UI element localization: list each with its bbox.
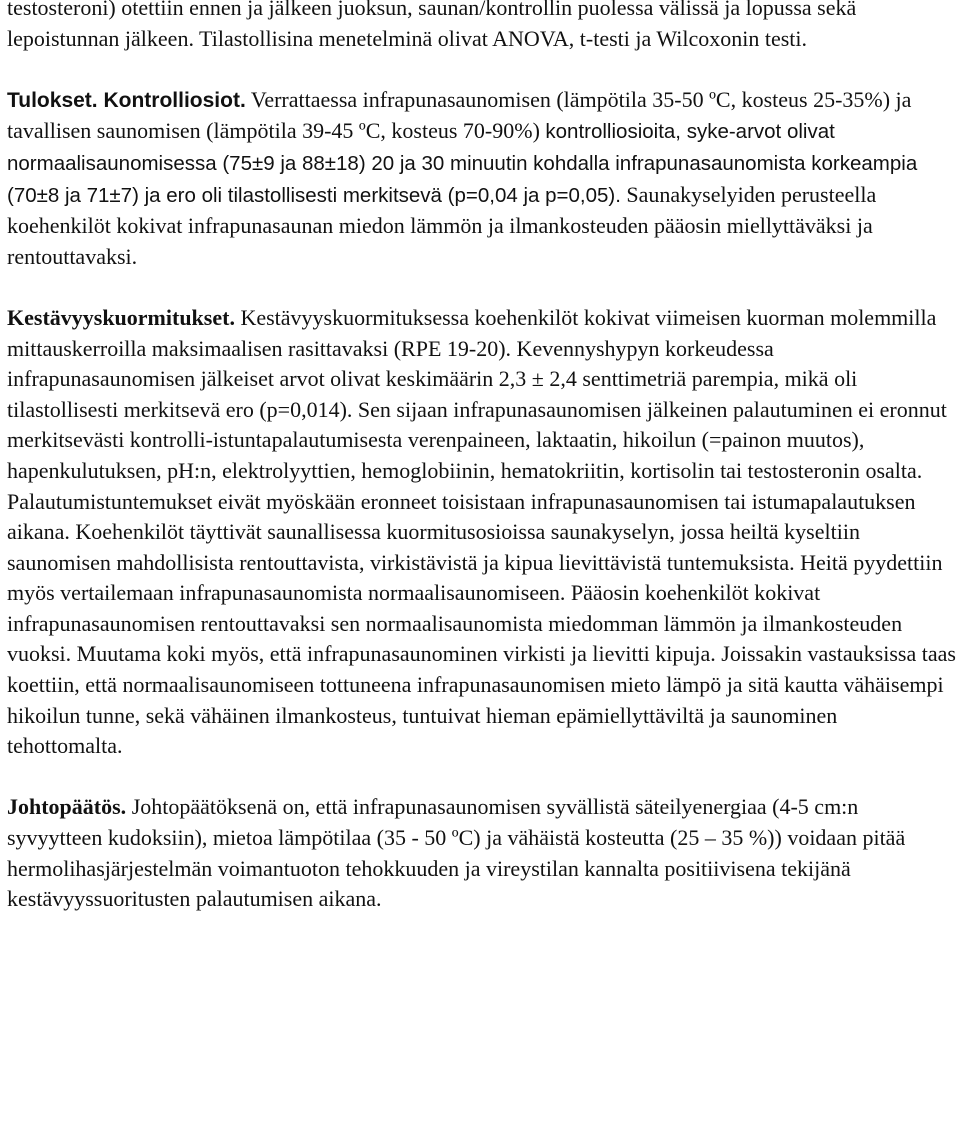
intro-paragraph	[7, 0, 957, 54]
document-page	[7, 0, 957, 945]
endurance-text: Kestävyyskuormituksessa koehenkilöt kokivat viimeisen kuorman molemmilla mittauskerroilla maksimaalisen rasittavaksi (RPE 19-20). Kevennyshypyn korkeudessa infrapunasaunomisen jälkeiset arvot olivat keskimäärin 2,3 ± 2,4 senttimetriä parempia, mikä oli tilastollisesti merkitsevä ero (p=0,014). Sen sijaan infrapunasaunomisen jälkeinen palautuminen ei eronnut merkitsevästi kontrolli-istuntapalautumisesta verenpaineen, laktaatin, hikoilun (=painon muutos), hapenkulutuksen, pH:n, elektrolyyttien, hemoglobiinin, hematokriitin, kortisolin tai testosteronin osalta. Palautumistuntemukset eivät myöskään eronneet toisistaan infrapunasaunomisen tai istumapalautuksen aikana. Koehenkilöt täyttivät saunallisessa kuormitusosioissa saunakyselyn, jossa heiltä kyseltiin saunomisen mahdollisista rentouttavista, virkistävistä ja kipua lievittävistä tuntemuksista. Heitä pyydettiin myös vertailemaan infrapunasaunomista normaalisaunomiseen. Pääosin koehenkilöt kokivat infrapunasaunomisen rentouttavaksi sen normaalisaunomista miedomman lämmön ja ilmankosteuden vuoksi. Muutama koki myös, että infrapunasaunominen virkisti ja lievitti kipuja. Joissakin vastauksissa taas koettiin, että normaalisaunomiseen tottuneena infrapunasaunomisen mieto lämpö ja sitä kautta vähäisempi hikoilun tunne, sekä vähäinen ilmankosteus, tuntuivat hieman epämiellyttäviltä ja saunominen tehottomalta.	[7, 304, 956, 759]
results-serif-tail: Saunakyselyiden perusteella koehenkilöt kokivat infrapunasaunan miedon lämmön ja ilmankosteuden pääosin miellyttäväksi ja rentouttavaksi.	[7, 181, 877, 269]
conclusion-text: Johtopäätöksenä on, että infrapunasaunomisen syvällistä säteilyenergiaa (4-5 cm:n syvyytteen kudoksiin), mietoa lämpötilaa (35 - 50 ºC) ja vähäistä kosteutta (25 – 35 %)) voidaan pitää hermolihasjärjestelmän voimantuoton tehokkuuden ja vireystilan kannalta positiivisena tekijänä kestävyyssuoritusten palautumisen aikana.	[7, 794, 906, 912]
results-serif-text: Verrattaessa infrapunasaunomisen (lämpötila 35-50 ºC, kosteus 25-35%) ja tavallisen saunomisen (lämpötila 39-45 ºC, kosteus 70-90%)	[7, 86, 912, 144]
results-sans-text: kontrolliosioita, syke-arvot olivat normaalisaunomisessa (75±9 ja 88±18) 20 ja 30 minuutin kohdalla infrapunasaunomista korkeampia (70±8 ja 71±7) ja ero oli tilastollisesti merkitsevä (p=0,04 ja p=0,05).	[7, 120, 918, 207]
endurance-paragraph	[7, 303, 957, 762]
results-heading: Tulokset. Kontrolliosiot.	[7, 88, 246, 112]
results-paragraph	[7, 85, 957, 273]
intro-text: testosteroni) otettiin ennen ja jälkeen juoksun, saunan/kontrollin puolessa välissä ja lopussa sekä lepoistunnan jälkeen. Tilastollisina menetelminä olivat ANOVA, t-testi ja Wilcoxonin testi.	[7, 0, 857, 51]
conclusion-heading: Johtopäätös.	[7, 794, 127, 820]
conclusion-paragraph	[7, 792, 957, 914]
endurance-heading: Kestävyyskuormitukset.	[7, 304, 235, 330]
